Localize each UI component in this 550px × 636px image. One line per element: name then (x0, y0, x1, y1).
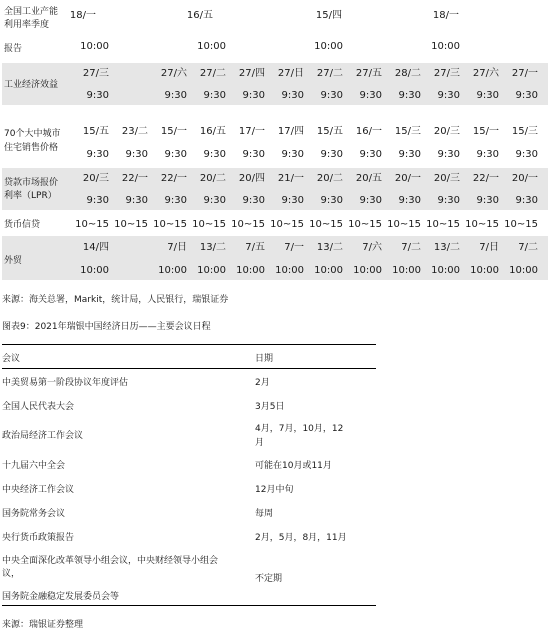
cell: 17/四 (277, 126, 304, 137)
meeting-name: 政治局经济工作会议 (2, 431, 84, 441)
cell: 15/三 (511, 126, 538, 137)
cell: 27/五 (355, 68, 382, 79)
meeting-name: 中央全面深化改革领导小组会议，中央财经领导小组会 (2, 556, 219, 566)
header-rule (2, 368, 376, 369)
cell: 9:30 (398, 149, 421, 160)
cell: 23/二 (121, 126, 148, 137)
cell: 10~15 (387, 219, 421, 230)
meeting-date: 月 (255, 438, 265, 448)
cell: 21/一 (277, 173, 304, 184)
row-label: 全国工业产能 (4, 7, 59, 17)
cell: 7/日 (479, 242, 499, 253)
cell: 18/一 (432, 10, 459, 21)
cell: 9:30 (515, 90, 538, 101)
cell: 7/六 (362, 242, 382, 253)
cell: 10~15 (465, 219, 499, 230)
cell: 10:00 (314, 41, 343, 52)
cell: 9:30 (359, 149, 382, 160)
cal-row-lpr (2, 168, 548, 210)
cell: 22/一 (160, 173, 187, 184)
cell: 10~15 (348, 219, 382, 230)
meeting-date: 不定期 (255, 574, 283, 584)
cell: 15/一 (160, 126, 187, 137)
cell: 20/三 (433, 126, 460, 137)
cell: 9:30 (281, 149, 304, 160)
row-label: 利率（LPR） (4, 191, 57, 201)
cell: 9:30 (515, 195, 538, 206)
cell: 9:30 (359, 90, 382, 101)
meeting-name: 中美贸易第一阶段协议年度评估 (2, 378, 129, 388)
cell: 9:30 (203, 90, 226, 101)
cell: 9:30 (515, 149, 538, 160)
cell: 15/五 (316, 126, 343, 137)
meeting-name: 国务院金融稳定发展委员会等 (2, 592, 120, 602)
cell: 10:00 (236, 265, 265, 276)
cell: 20/三 (433, 173, 460, 184)
cell: 10:00 (470, 265, 499, 276)
cell: 9:30 (242, 195, 265, 206)
meeting-name: 央行货币政策报告 (2, 533, 75, 543)
cell: 20/二 (316, 173, 343, 184)
cell: 15/三 (394, 126, 421, 137)
cell: 9:30 (476, 149, 499, 160)
cell: 10~15 (75, 219, 109, 230)
cell: 20/四 (238, 173, 265, 184)
cell: 20/三 (82, 173, 109, 184)
table-bottom-rule (2, 605, 376, 606)
cell: 15/五 (82, 126, 109, 137)
meeting-date: 4月，7月，10月，12 (255, 424, 344, 434)
cell: 9:30 (281, 90, 304, 101)
cell: 9:30 (164, 195, 187, 206)
cell: 16/五 (199, 126, 226, 137)
cell: 13/二 (199, 242, 226, 253)
cell: 9:30 (242, 149, 265, 160)
cell: 27/三 (433, 68, 460, 79)
meeting-date: 每周 (255, 509, 274, 519)
cell: 10:00 (314, 265, 343, 276)
cal-row-credit (2, 214, 548, 236)
header-date: 日期 (255, 354, 274, 364)
cell: 10~15 (192, 219, 226, 230)
table-top-rule (2, 344, 376, 345)
cell: 9:30 (320, 90, 343, 101)
meetings-table (2, 344, 376, 606)
cell: 9:30 (125, 195, 148, 206)
cell: 9:30 (320, 195, 343, 206)
meeting-date: 2月 (255, 378, 270, 388)
cell: 17/一 (238, 126, 265, 137)
cell: 10~15 (504, 219, 538, 230)
cell: 27/二 (316, 68, 343, 79)
cell: 7/二 (518, 242, 538, 253)
cell: 10~15 (153, 219, 187, 230)
cell: 10:00 (431, 265, 460, 276)
cell: 20/一 (511, 173, 538, 184)
cell: 10:00 (275, 265, 304, 276)
cell: 10:00 (197, 41, 226, 52)
cell: 27/六 (472, 68, 499, 79)
header-meeting: 会议 (2, 354, 21, 364)
cell: 22/一 (121, 173, 148, 184)
cell: 27/日 (277, 68, 304, 79)
row-label: 报告 (4, 44, 23, 54)
cell: 9:30 (125, 149, 148, 160)
cell: 9:30 (242, 90, 265, 101)
cell: 10~15 (114, 219, 148, 230)
cell: 7/五 (245, 242, 265, 253)
cell: 10:00 (80, 41, 109, 52)
row-label: 工业经济效益 (4, 80, 59, 90)
row-label: 外贸 (4, 256, 23, 266)
cell: 14/四 (82, 242, 109, 253)
cell: 9:30 (437, 149, 460, 160)
cell: 9:30 (359, 195, 382, 206)
cell: 10:00 (509, 265, 538, 276)
cell: 9:30 (164, 149, 187, 160)
row-label: 70个大中城市 (4, 129, 61, 139)
meeting-name: 议， (2, 569, 21, 579)
source-note: 来源：海关总署，Markit，统计局，人民银行，瑞银证券 (2, 295, 229, 305)
meeting-name: 全国人民代表大会 (2, 402, 75, 412)
cell: 9:30 (86, 90, 109, 101)
cal-row-home-prices (2, 118, 548, 164)
cell: 9:30 (476, 195, 499, 206)
meeting-name: 十九届六中全会 (2, 461, 66, 471)
cell: 27/二 (199, 68, 226, 79)
cell: 16/五 (186, 10, 213, 21)
cell: 9:30 (86, 149, 109, 160)
cell: 22/一 (472, 173, 499, 184)
cal-row-trade (2, 236, 548, 280)
source-note: 来源：瑞银证券整理 (2, 620, 84, 630)
cell: 9:30 (320, 149, 343, 160)
cell: 15/四 (315, 10, 342, 21)
cell: 9:30 (281, 195, 304, 206)
cell: 9:30 (476, 90, 499, 101)
cell: 27/六 (160, 68, 187, 79)
cell: 20/一 (394, 173, 421, 184)
cell: 16/一 (355, 126, 382, 137)
cell: 15/一 (472, 126, 499, 137)
cell: 20/五 (355, 173, 382, 184)
row-label: 贷款市场报价 (4, 178, 59, 188)
cell: 10:00 (431, 41, 460, 52)
cell: 9:30 (398, 90, 421, 101)
cell: 10~15 (309, 219, 343, 230)
cell: 13/二 (433, 242, 460, 253)
cell: 9:30 (203, 195, 226, 206)
cell: 9:30 (203, 149, 226, 160)
cell: 10~15 (426, 219, 460, 230)
figure-title: 图表9：2021年瑞银中国经济日历——主要会议日程 (2, 322, 211, 332)
cell: 27/四 (238, 68, 265, 79)
cell: 9:30 (86, 195, 109, 206)
meeting-name: 国务院常务会议 (2, 509, 66, 519)
cell: 27/一 (511, 68, 538, 79)
cell: 10:00 (158, 265, 187, 276)
cal-row-industrial-profits (2, 63, 548, 105)
cal-row-report (2, 34, 548, 60)
cell: 7/一 (284, 242, 304, 253)
cell: 10:00 (392, 265, 421, 276)
cell: 7/日 (167, 242, 187, 253)
cal-row-capacity (2, 4, 548, 34)
cell: 10~15 (270, 219, 304, 230)
row-label: 利用率季度 (4, 20, 50, 30)
meeting-date: 可能在10月或11月 (255, 461, 332, 471)
cell: 9:30 (437, 90, 460, 101)
cell: 9:30 (164, 90, 187, 101)
cell: 7/二 (401, 242, 421, 253)
cell: 10:00 (197, 265, 226, 276)
cell: 9:30 (437, 195, 460, 206)
cell: 10:00 (80, 265, 109, 276)
cell: 13/二 (316, 242, 343, 253)
cell: 27/三 (82, 68, 109, 79)
meeting-name: 中央经济工作会议 (2, 485, 75, 495)
cell: 10:00 (353, 265, 382, 276)
meeting-date: 2月，5月，8月，11月 (255, 533, 347, 543)
cell: 18/一 (69, 10, 96, 21)
meeting-date: 12月中旬 (255, 485, 294, 495)
cell: 28/二 (394, 68, 421, 79)
row-label: 货币信贷 (4, 220, 41, 230)
row-label: 住宅销售价格 (4, 143, 59, 153)
cell: 10~15 (231, 219, 265, 230)
cell: 20/二 (199, 173, 226, 184)
meeting-date: 3月5日 (255, 402, 285, 412)
cell: 9:30 (398, 195, 421, 206)
